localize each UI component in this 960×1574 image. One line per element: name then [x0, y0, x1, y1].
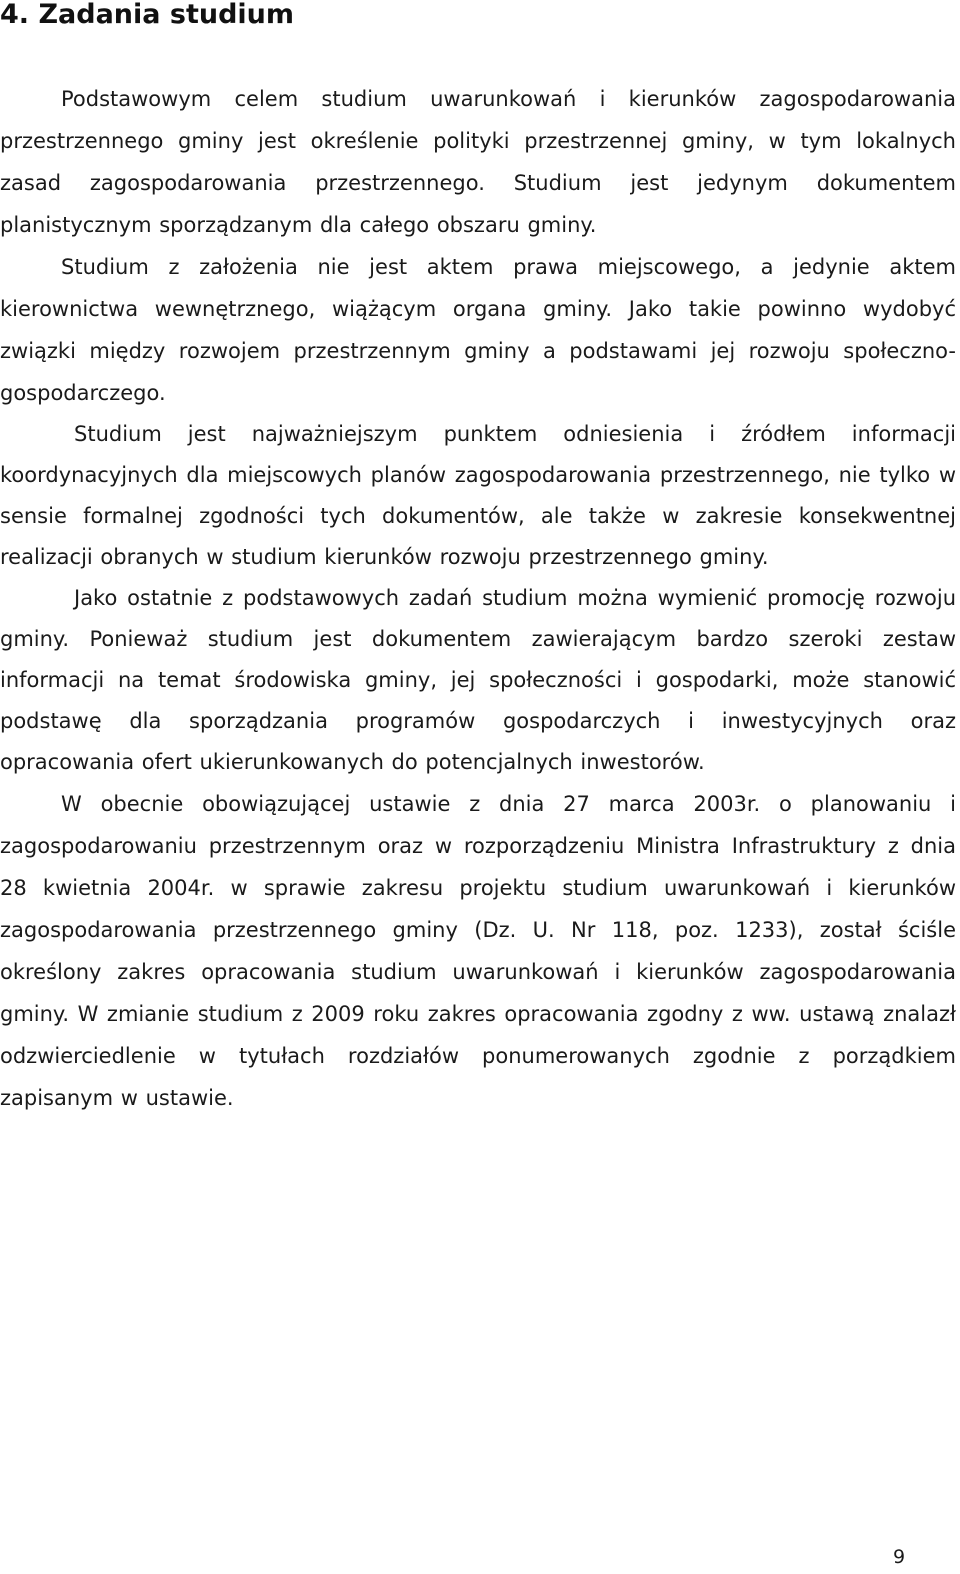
paragraph-promotion: Jako ostatnie z podstawowych zadań studium można wymienić promocję rozwoju gminy. Ponieważ studium jest dokumentem zawierającym bardzo szeroki zestaw informacji na temat środowiska gminy, jej społeczności i gospodarki, może stanowić podstawę dla sporządzania programów gospodarczych i inwestycyjnych oraz opracowania ofert ukierunkowanych do potencjalnych inwestorów. [0, 586, 956, 774]
paragraph-purpose: Podstawowym celem studium uwarunkowań i kierunków zagospodarowania przestrzennego gminy jest określenie polityki przestrzennej gminy, w tym lokalnych zasad zagospodarowania przestrzennego. Studium jest jedynym dokumentem planistycznym sporządzanym dla całego obszaru gminy. [0, 87, 956, 237]
paragraph-reference-point: Studium jest najważniejszym punktem odniesienia i źródłem informacji koordynacyjnych dla miejscowych planów zagospodarowania przestrzennego, nie tylko w sensie formalnej zgodności tych dokumentów, ale także w zakresie konsekwentnej realizacji obranych w studium kierunków rozwoju przestrzennego gminy. [0, 422, 956, 569]
page-number: 9 [893, 1546, 906, 1568]
paragraph-legislation: W obecnie obowiązującej ustawie z dnia 27 marca 2003r. o planowaniu i zagospodarowaniu przestrzennym oraz w rozporządzeniu Ministra Infrastruktury z dnia 28 kwietnia 2004r. w sprawie zakresu projektu studium uwarunkowań i kierunków zagospodarowania przestrzennego gminy (Dz. U. Nr 118, poz. 1233), został ściśle określony zakres opracowania studium uwarunkowań i kierunków zagospodarowania gminy. W zmianie studium z 2009 roku zakres opracowania zgodny z ww. ustawą znalazł odzwierciedlenie w tytułach rozdziałów ponumerowanych zgodnie z porządkiem zapisanym w ustawie. [0, 792, 956, 1110]
paragraph-legal-status: Studium z założenia nie jest aktem prawa miejscowego, a jedynie aktem kierownictwa wewnętrznego, wiążącym organa gminy. Jako takie powinno wydobyć związki między rozwojem przestrzennym gminy a podstawami jej rozwoju społeczno-gospodarczego. [0, 255, 956, 405]
section-title: 4. Zadania studium [0, 0, 295, 30]
